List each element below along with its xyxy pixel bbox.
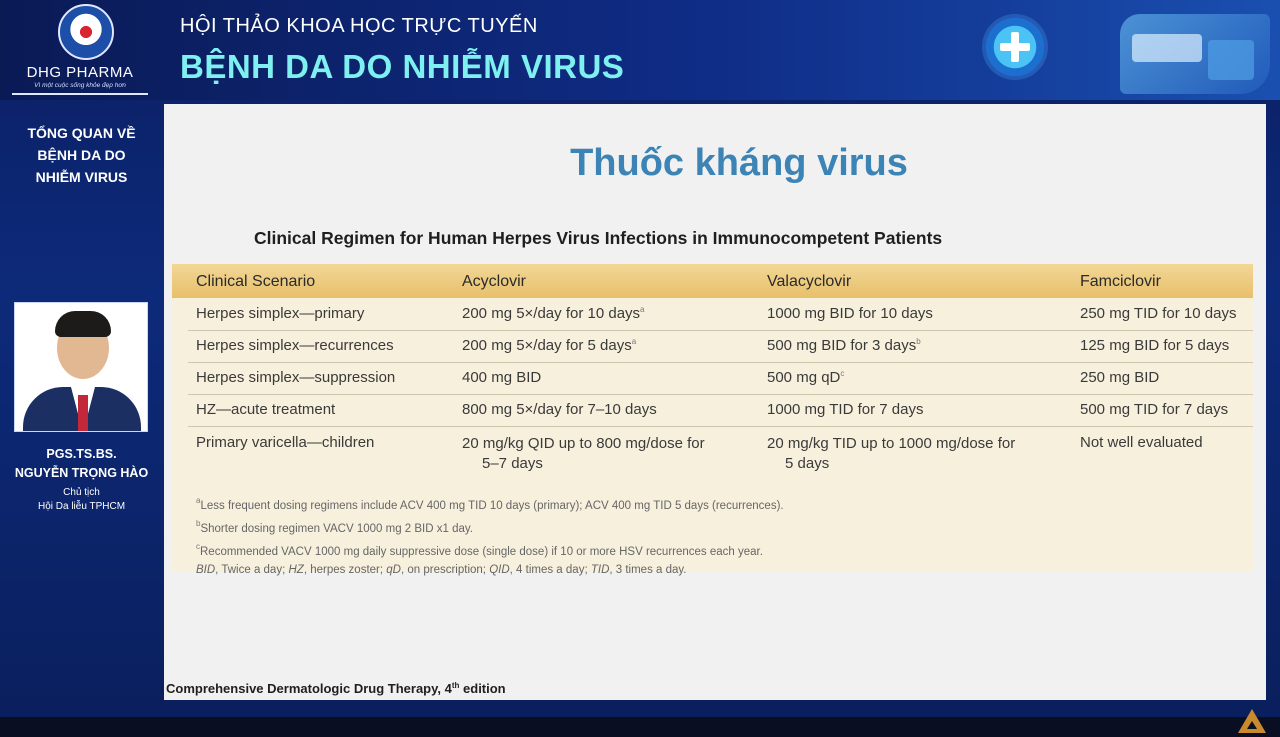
medical-shield-icon xyxy=(982,14,1048,80)
table-footnotes xyxy=(196,492,1236,579)
column-header: Clinical Scenario xyxy=(196,273,316,290)
speaker-role xyxy=(0,486,163,514)
table-cell: Primary varicella—children xyxy=(196,434,375,451)
logo-underline xyxy=(12,93,148,95)
table-cell: 800 mg 5×/day for 7–10 days xyxy=(462,401,657,418)
slide-title: Thuốc kháng virus xyxy=(570,142,908,184)
speaker-full-name: NGUYỄN TRỌNG HÀO xyxy=(14,466,149,480)
pharma-factory-illustration xyxy=(1120,14,1270,94)
table-cell: 500 mg TID for 7 days xyxy=(1080,401,1229,418)
session-title-line: BỆNH DA DO xyxy=(37,147,126,163)
speaker-photo xyxy=(14,302,148,432)
table-row xyxy=(172,362,1253,394)
logo-emblem-icon xyxy=(58,4,114,60)
table-cell: 250 mg TID for 10 days xyxy=(1080,305,1237,322)
table-cell: Herpes simplex—recurrences xyxy=(196,337,394,354)
logo-name: DHG PHARMA xyxy=(26,64,134,81)
table-cell: 125 mg BID for 5 days xyxy=(1080,337,1230,354)
footnote-mark: a xyxy=(640,305,645,314)
speaker-academic-title: PGS.TS.BS. xyxy=(46,447,117,461)
table-cell: 400 mg BID xyxy=(462,369,542,386)
table-row xyxy=(172,330,1253,362)
footnote: $^b$Shorter dosing regimen VACV 1000 mg 2 BID x1 day. xyxy=(196,519,473,535)
session-title-line: TỔNG QUAN VỀ xyxy=(27,125,136,141)
presentation-slide xyxy=(164,104,1266,700)
column-header: Famciclovir xyxy=(1080,273,1161,290)
column-header: Valacyclovir xyxy=(767,273,852,290)
footnote: $^c$Recommended VACV 1000 mg daily suppressive dose (single dose) if 10 or more HSV recurrences each year. xyxy=(196,542,763,558)
column-header: Acyclovir xyxy=(462,273,527,290)
table-cell: 200 mg 5×/day for 5 days$^a$ xyxy=(462,337,637,354)
table-cell: 500 mg BID for 3 days$^b$ xyxy=(767,337,921,354)
logo-slogan: Vì một cuộc sống khỏe đẹp hơn xyxy=(34,82,126,89)
table-cell: 500 mg $qD^c$ xyxy=(767,369,845,386)
regimen-table xyxy=(172,264,1253,576)
table-cell: Herpes simplex—suppression xyxy=(196,369,396,386)
table-cell: HZ—acute treatment xyxy=(196,401,336,418)
table-cell: 200 mg 5×/day for 10 days$^a$ xyxy=(462,305,645,322)
table-caption: Clinical Regimen for Human Herpes Virus Infections in Immunocompetent Patients xyxy=(254,228,943,248)
footnote-mark: c xyxy=(840,369,845,378)
session-title xyxy=(8,122,155,188)
source-citation: Comprehensive Dermatologic Drug Therapy, 4th edition xyxy=(166,681,506,696)
abbreviations: BID, Twice a day; HZ, herpes zoster; qD, on prescription; QID, 4 times a day; TID, 3 times a day. xyxy=(196,564,687,576)
event-header xyxy=(0,0,1280,100)
table-cell: 20 mg/kg QID up to 800 mg/dose for 5–7 days xyxy=(462,435,705,472)
table-row xyxy=(172,298,1253,330)
video-bottom-bar xyxy=(0,717,1280,737)
footnote-mark: b xyxy=(916,337,921,346)
table-cell: 250 mg BID xyxy=(1080,369,1160,386)
footnote: $^a$Less frequent dosing regimens include ACV 400 mg TID 10 days (primary); ACV 400 mg TID 5 days (recurrences). xyxy=(196,496,784,512)
table-cell: Not well evaluated xyxy=(1080,434,1203,451)
table-cell: 1000 mg TID for 7 days xyxy=(767,401,924,418)
speaker-role-line: Hội Da liễu TPHCM xyxy=(37,501,126,512)
table-cell: 1000 mg BID for 10 days xyxy=(767,305,933,322)
footnote-mark: a xyxy=(631,337,637,346)
event-title: HỘI THẢO KHOA HỌC TRỰC TUYẾN xyxy=(180,15,538,37)
table-row xyxy=(172,426,1253,478)
table-header-row xyxy=(172,264,1253,298)
speaker-name xyxy=(0,445,163,483)
table-row xyxy=(172,394,1253,426)
table-cell: 20 mg/kg TID up to 1000 mg/dose for 5 days xyxy=(767,435,1016,472)
table-cell: Herpes simplex—primary xyxy=(196,305,365,322)
dhg-pharma-logo xyxy=(12,4,148,96)
event-topic: BỆNH DA DO NHIỄM VIRUS xyxy=(180,48,625,85)
speaker-role-line: Chủ tịch xyxy=(63,487,100,498)
session-title-line: NHIỄM VIRUS xyxy=(35,169,128,185)
